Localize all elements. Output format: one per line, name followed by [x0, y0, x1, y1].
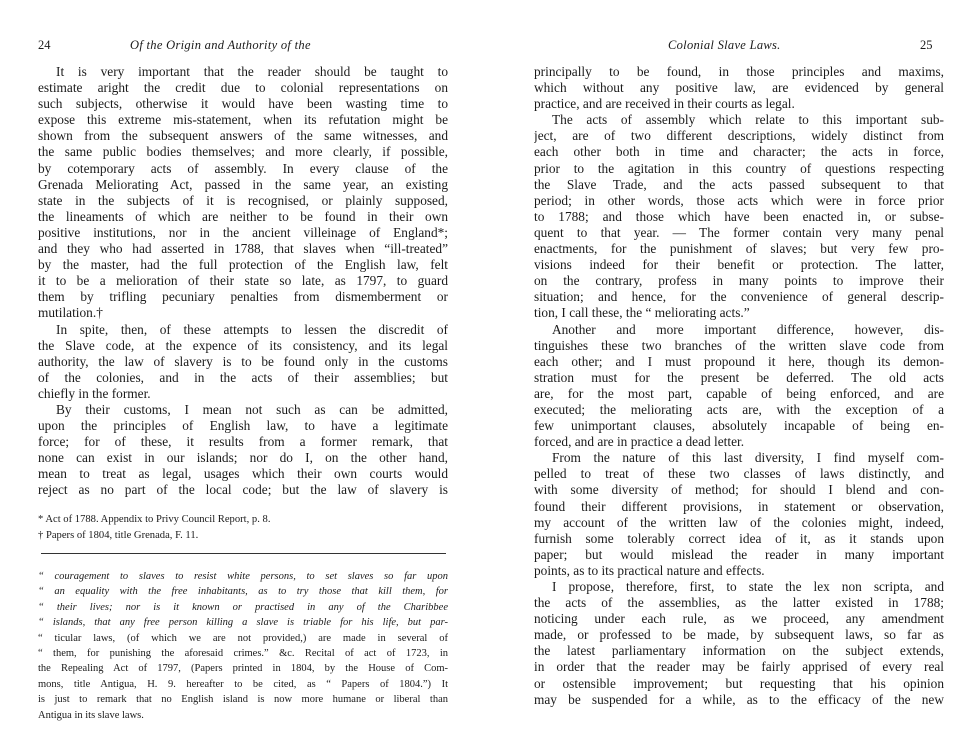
text-line: pelled to treat of these two classes of laws distinctly, and: [534, 466, 944, 482]
footnote-line: “ them, for punishing the aforesaid crimes.” &c. Recital of act of 1723, in: [38, 647, 448, 659]
text-line: are, for the most part, capable of being enforced, and are: [534, 385, 944, 401]
footnote-line: “ ticular laws, (of which we are not provided,) are made in several of: [38, 632, 448, 644]
text-line: points, as to its practical nature and effects.: [534, 562, 765, 578]
text-line: reject as no part of the local code; but the law of slavery is: [38, 482, 448, 498]
text-line: In spite, then, of these attempts to lessen the discredit of: [56, 321, 448, 337]
text-line: shown from the subsequent answers of the same witnesses, and: [38, 128, 448, 144]
footnote-line: mons, title Antigua, H. 9. hereafter to be cited, as “ Papers of 1804.”) It: [38, 678, 448, 690]
footnote-rule: [41, 553, 446, 554]
text-line: state in the subjects of it is recognised, or plainly supposed,: [38, 192, 448, 208]
text-line: chiefly in the former.: [38, 385, 151, 401]
text-line: each other both in time and character; the acts in force,: [534, 144, 944, 160]
text-line: The acts of assembly which relate to this important sub-: [552, 112, 944, 128]
text-line: period; in other words, those acts which were in force prior: [534, 192, 944, 208]
text-line: them by trifling pecuniary penalties from dismemberment or: [38, 289, 448, 305]
footnote-line: is just to remark that no English island is now more humane or liberal than: [38, 694, 448, 706]
text-line: executed; the meliorating acts are, with the exception of a: [534, 401, 944, 417]
text-line: the latest parliamentary information on the subject extends,: [534, 643, 944, 659]
footnote: * Act of 1788. Appendix to Privy Council Report, p. 8.: [38, 514, 271, 525]
text-line: the Slave code, at the expence of its consistency, and its legal: [38, 337, 448, 353]
text-line: situation; and hence, for the convenience of general descrip-: [534, 289, 944, 305]
text-line: mean to treat as legal, usages which their own courts would: [38, 466, 448, 482]
text-line: the Slave Trade, and the acts passed subsequent to that: [534, 176, 944, 192]
right-page-body: [534, 64, 944, 708]
text-line: in order that the reader may be fairly apprised of every real: [534, 659, 944, 675]
text-line: paper; but would mislead the reader in many important: [534, 546, 944, 562]
text-line: the acts of the assemblies, as the latter existed in 1788;: [534, 595, 944, 611]
text-line: It is very important that the reader should be taught to: [56, 64, 448, 79]
text-line: such subjects, otherwise it would have been wasting time to: [38, 96, 448, 112]
running-head-left: Of the Origin and Authority of the: [130, 38, 311, 52]
footnote-line: Antigua in its slave laws.: [38, 709, 144, 721]
page-number-right: 25: [920, 38, 933, 52]
footnote-line: the Repealing Act of 1797, (Papers printed in 1804, by the House of Com-: [38, 663, 448, 675]
text-line: authority, the law of slavery is to be found only in the customs: [38, 353, 448, 369]
footnote: † Papers of 1804, title Grenada, F. 11.: [38, 529, 199, 541]
text-line: each other; and I must propound it here, though its demon-: [534, 353, 944, 369]
text-line: mutilation.†: [38, 305, 103, 321]
text-line: prior to the agitation in this country of questions respecting: [534, 160, 944, 176]
footnote-line: “ couragement to slaves to resist white persons, to set slaves so far upon: [38, 571, 448, 582]
text-line: Grenada Meliorating Act, passed in the same year, an existing: [38, 176, 448, 192]
text-line: quent to that year. — The former contain very many penal: [534, 224, 944, 240]
page-number-left: 24: [38, 38, 51, 52]
text-line: it to be a melioration of their state so late, as 1797, to guard: [38, 273, 448, 289]
text-line: may be suspended for a while, as to the efficacy of the new: [534, 691, 944, 707]
text-line: of the colonies, and in the acts of their assemblies; but: [38, 369, 448, 385]
text-line: on the contrary, profess in many points to improve their: [534, 273, 944, 289]
text-line: with some diversity of method; for should I blend and con-: [534, 482, 944, 498]
text-line: forced, and are in practice a dead letter.: [534, 434, 745, 450]
text-line: to 1788; and those which have been enacted in, or subse-: [534, 208, 944, 224]
text-line: none can exist in our islands; nor do I, on the other hand,: [38, 450, 448, 466]
text-line: expose this extreme mis-statement, when its refutation might be: [38, 112, 448, 128]
text-line: the same public bodies themselves; and more clearly, if possible,: [38, 144, 448, 160]
text-line: noticing under each rule, as we proceed, any amendment: [534, 611, 944, 627]
footnote-line: “ their lives; nor is it known or practised in any of the Charibbee: [38, 601, 448, 613]
running-head-right: Colonial Slave Laws.: [668, 38, 781, 52]
left-page-body: [38, 64, 448, 499]
text-line: few unimportant clauses, absolutely incapable of being en-: [534, 418, 944, 434]
footnotes: [38, 512, 448, 543]
text-line: force; for of these, it results from a former remark, that: [38, 434, 448, 450]
text-line: tion, I call these, the “ meliorating acts.”: [534, 305, 750, 321]
text-line: From the nature of this last diversity, I find myself com-: [552, 450, 944, 466]
text-line: upon the principles of English law, to have a legitimate: [38, 418, 448, 434]
text-line: ject, are of two different descriptions, widely distinct from: [534, 128, 944, 144]
text-line: estimate aright the credit due to colonial representations on: [38, 80, 448, 96]
text-line: positive institutions, nor in the ancient villeinage of England*;: [38, 224, 448, 240]
text-line: made, or professed to be made, by subsequent laws, so far as: [534, 627, 944, 643]
text-line: enactments, for the punishment of slaves; but very few pro-: [534, 241, 944, 257]
text-line: or ostensible improvement; but requesting that his opinion: [534, 675, 944, 691]
footnote-line: “ islands, that any free person killing a slave is triable for his life, but par-: [38, 617, 448, 629]
text-line: principally to be found, in those principles and maxims,: [534, 64, 944, 79]
text-line: stration must for the present be deferred. The old acts: [534, 369, 944, 385]
text-line: I propose, therefore, first, to state the lex non scripta, and: [552, 579, 944, 594]
text-line: my account of the written law of the colonies might, indeed,: [534, 514, 944, 530]
text-line: practice, and are received in their courts as legal.: [534, 96, 795, 112]
text-line: by the master, had the full protection of the English law, felt: [38, 257, 448, 273]
text-line: Another and more important difference, however, dis-: [552, 321, 944, 337]
text-line: found their different provisions, in statement or observation,: [534, 498, 944, 514]
text-line: by cotemporary acts of assembly. In every clause of the: [38, 160, 448, 176]
text-line: visions indeed for their benefit or protection. The latter,: [534, 257, 944, 273]
text-line: the lineaments of which are neither to be found in their own: [38, 208, 448, 224]
text-line: which without any positive law, are evidenced by general: [534, 80, 944, 96]
text-line: By their customs, I mean not such as can be admitted,: [56, 401, 448, 417]
footnote-line: “ an equality with the free inhabitants, as to try those that kill them, for: [38, 586, 448, 598]
text-line: and they who had asserted in 1788, that slaves when “ill-treated”: [38, 241, 448, 257]
footnote-continuation: [38, 569, 448, 723]
text-line: furnish some tolerably correct idea of it, as it stands upon: [534, 530, 944, 546]
text-line: tinguishes these two branches of the written slave code from: [534, 337, 944, 353]
